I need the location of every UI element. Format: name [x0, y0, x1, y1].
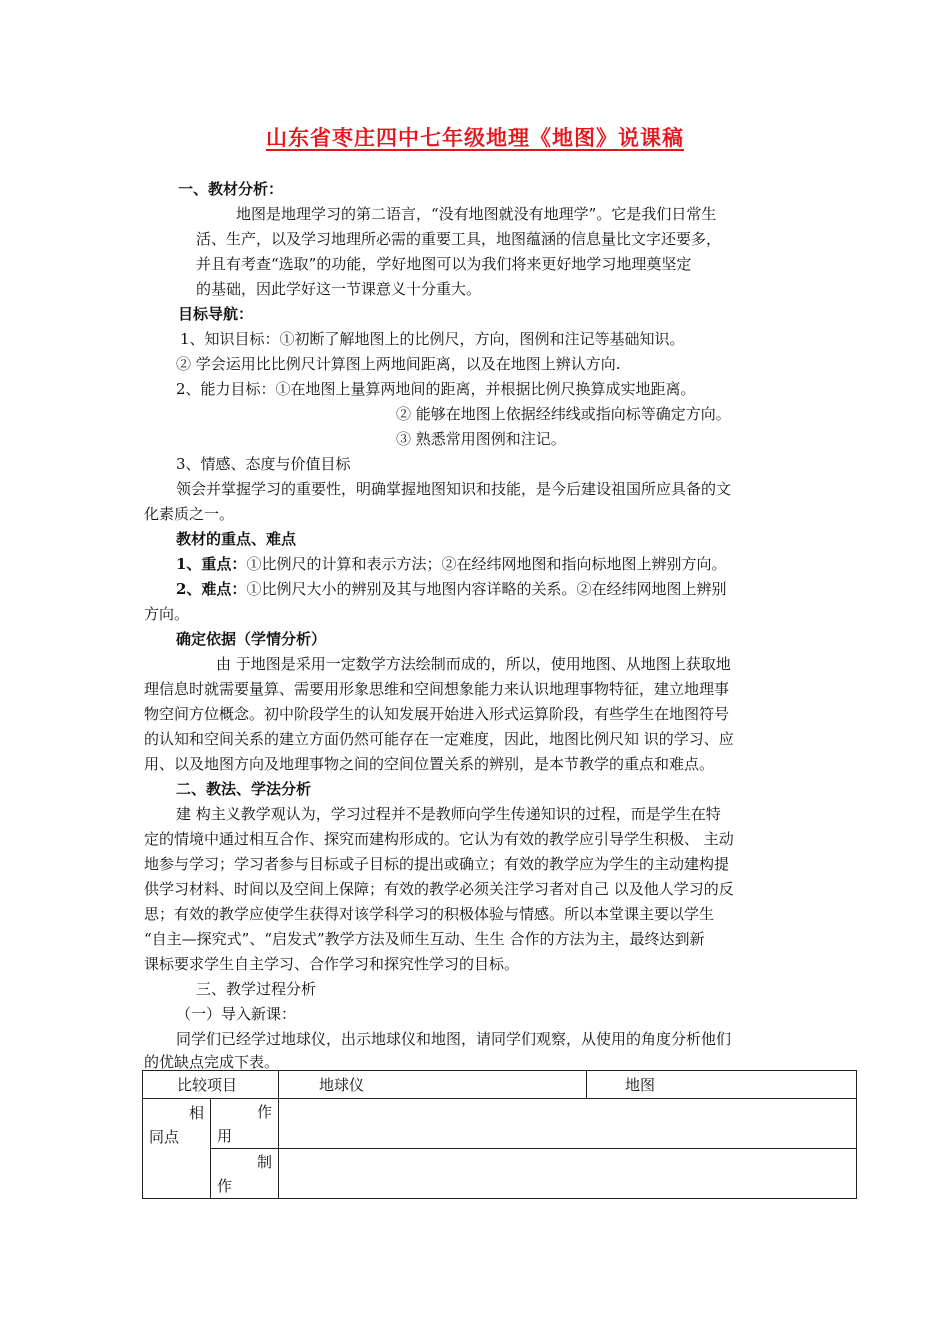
key-point-label: 1、重点： [176, 555, 247, 573]
paragraph-line: 供学习材料、时间以及空间上保障；有效的教学必须关注学习者对自己 以及他人学习的反 [144, 880, 734, 898]
table-row [143, 1149, 857, 1199]
paragraph-line: 的认知和空间关系的建立方面仍然可能存在一定难度，因此，地图比例尺知 识的学习、应 [144, 730, 734, 748]
cell-production-part1: 制 [257, 1152, 273, 1171]
cell-similarities-part1: 相 [188, 1104, 204, 1122]
section-heading-methods: 二、教法、学法分析 [176, 780, 312, 798]
cell-function-answer[interactable] [279, 1099, 857, 1149]
table-header-row [143, 1071, 857, 1099]
cell-function [211, 1099, 279, 1149]
cell-production [211, 1149, 279, 1199]
difficulty-line-cont: 方向。 [144, 605, 190, 623]
paragraph-line: 课标要求学生自主学习、合作学习和探究性学习的目标。 [144, 955, 520, 973]
goal-line: 3、情感、态度与价值目标 [176, 455, 351, 473]
section-heading-basis: 确定依据（学情分析） [176, 630, 327, 648]
header-globe: 地球仪 [279, 1071, 587, 1099]
header-compare-item: 比较项目 [143, 1071, 279, 1099]
paragraph-line: 地参与学习；学习者参与目标或子目标的提出或确立；有效的教学应为学生的主动建构提 [144, 855, 730, 873]
goal-line: 领会并掌握学习的重要性，明确掌握地图知识和技能，是今后建设祖国所应具备的文 [176, 480, 732, 498]
paragraph-line: 的优缺点完成下表。 [144, 1053, 280, 1071]
goal-line: 1、知识目标：①初断了解地图上的比例尺，方向，图例和注记等基础知识。 [180, 330, 685, 348]
paragraph-line: 建 构主义教学观认为，学习过程并不是教师向学生传递知识的过程，而是学生在特 [176, 805, 721, 823]
cell-production-part2: 作 [217, 1176, 233, 1195]
goal-line: ② 能够在地图上依据经纬线或指向标等确定方向。 [396, 405, 731, 423]
key-point-line [176, 555, 726, 573]
paragraph-line: 理信息时就需要量算、需要用形象思维和空间想象能力来认识地理事物特征，建立地理事 [144, 680, 730, 698]
difficulty-line [176, 580, 726, 598]
header-map: 地图 [587, 1071, 857, 1099]
goal-line: 化素质之一。 [144, 505, 235, 523]
subsection-heading: （一）导入新课： [176, 1005, 297, 1023]
section-heading-key-points: 教材的重点、难点 [176, 530, 297, 548]
paragraph-line: 由 于地图是采用一定数学方法绘制而成的，所以，使用地图、从地图上获取地 [216, 655, 731, 673]
section-heading-process: 三、教学过程分析 [196, 980, 317, 998]
key-point-text: ①比例尺的计算和表示方法；②在经纬网地图和指向标地图上辨别方向。 [246, 555, 727, 573]
paragraph-line: 物空间方位概念。初中阶段学生的认知发展开始进入形式运算阶段，有些学生在地图符号 [144, 705, 730, 723]
goal-line: ② 学会运用比比例尺计算图上两地间距离，以及在地图上辨认方向. [176, 355, 621, 373]
paragraph-line: 用、以及地图方向及地理事物之间的空间位置关系的辨别，是本节教学的重点和难点。 [144, 755, 715, 773]
paragraph-line: “自主—探究式”、“启发式”教学方法及师生互动、生生 合作的方法为主，最终达到新 [144, 930, 705, 948]
difficulty-label: 2、难点： [176, 580, 247, 598]
comparison-table [142, 1070, 857, 1199]
difficulty-text: ①比例尺大小的辨别及其与地图内容详略的关系。②在经纬网地图上辨别 [246, 580, 727, 598]
cell-function-part2: 用 [217, 1126, 233, 1145]
cell-function-part1: 作 [257, 1102, 273, 1121]
section-heading-goals: 目标导航： [178, 305, 254, 323]
table-row [143, 1099, 857, 1149]
paragraph-line: 的基础，因此学好这一节课意义十分重大。 [196, 280, 482, 298]
paragraph-line: 同学们已经学过地球仪，出示地球仪和地图，请同学们观察，从使用的角度分析他们 [176, 1030, 732, 1048]
cell-similarities [143, 1099, 211, 1199]
paragraph-line: 地图是地理学习的第二语言，“没有地图就没有地理学”。它是我们日常生 [236, 205, 717, 223]
section-heading-textbook-analysis: 一、教材分析： [178, 180, 284, 198]
cell-production-answer[interactable] [279, 1149, 857, 1199]
goal-line: ③ 熟悉常用图例和注记。 [396, 430, 566, 448]
paragraph-line: 定的情境中通过相互合作、探究而建构形成的。它认为有效的教学应引导学生积极、 主动 [144, 830, 734, 848]
paragraph-line: 活、生产，以及学习地理所必需的重要工具，地图蕴涵的信息量比文字还要多， [196, 230, 722, 248]
goal-line: 2、能力目标：①在地图上量算两地间的距离，并根据比例尺换算成实地距离。 [176, 380, 696, 398]
paragraph-line: 思；有效的教学应使学生获得对该学科学习的积极体验与情感。所以本堂课主要以学生 [144, 905, 715, 923]
cell-similarities-part2: 同点 [149, 1128, 180, 1146]
document-title: 山东省枣庄四中七年级地理《地图》说课稿 [266, 126, 684, 150]
paragraph-line: 并且有考查“选取”的功能，学好地图可以为我们将来更好地学习地理奠坚定 [196, 255, 692, 273]
